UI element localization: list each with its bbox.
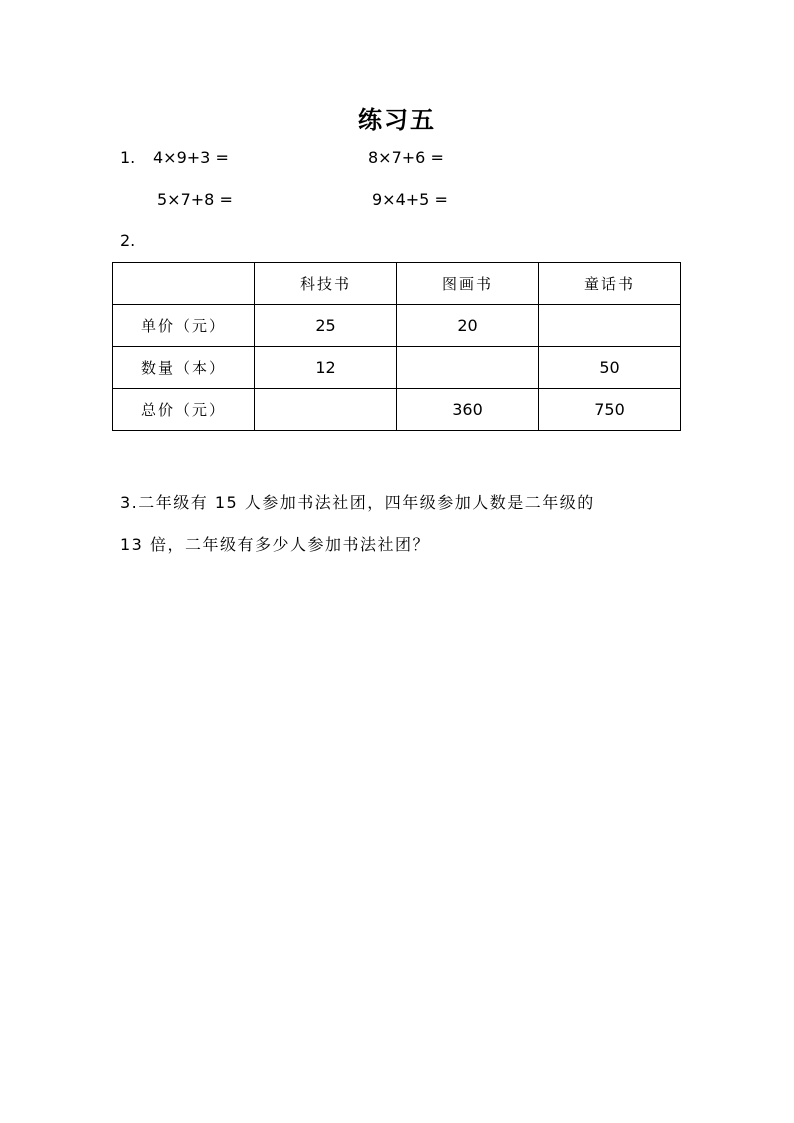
table-cell: 360 xyxy=(397,389,539,431)
table-cell: 25 xyxy=(255,305,397,347)
question-3-line-2: 13 倍，二年级有多少人参加书法社团？ xyxy=(120,535,430,554)
page-title: 练习五 xyxy=(358,106,436,134)
table-cell: 12 xyxy=(255,347,397,389)
table-header-cell: 图画书 xyxy=(397,263,539,305)
table-row xyxy=(113,305,681,347)
question-1-item-3: 5×7+8 = xyxy=(157,190,233,209)
table-row-label: 总价（元） xyxy=(113,389,255,431)
table-row xyxy=(113,389,681,431)
question-1-item-4: 9×4+5 = xyxy=(372,190,448,209)
question-1-item-2: 8×7+6 = xyxy=(368,148,444,167)
table-row-label: 单价（元） xyxy=(113,305,255,347)
table-cell xyxy=(255,389,397,431)
table-header-cell: 科技书 xyxy=(255,263,397,305)
table-cell xyxy=(539,305,681,347)
table-row-label: 数量（本） xyxy=(113,347,255,389)
table-header-row xyxy=(113,263,681,305)
table-cell: 20 xyxy=(397,305,539,347)
question-1-item-1: 4×9+3 = xyxy=(153,148,229,167)
question-1-number: 1. xyxy=(120,148,136,167)
table-header-cell: 童话书 xyxy=(539,263,681,305)
table-cell: 750 xyxy=(539,389,681,431)
question-2-number: 2. xyxy=(120,231,136,250)
table-row xyxy=(113,347,681,389)
question-3 xyxy=(120,482,680,566)
table-cell: 50 xyxy=(539,347,681,389)
price-table xyxy=(112,262,681,431)
question-3-line-1: 3.二年级有 15 人参加书法社团，四年级参加人数是二年级的 xyxy=(120,493,595,512)
table-header-cell xyxy=(113,263,255,305)
table-cell xyxy=(397,347,539,389)
